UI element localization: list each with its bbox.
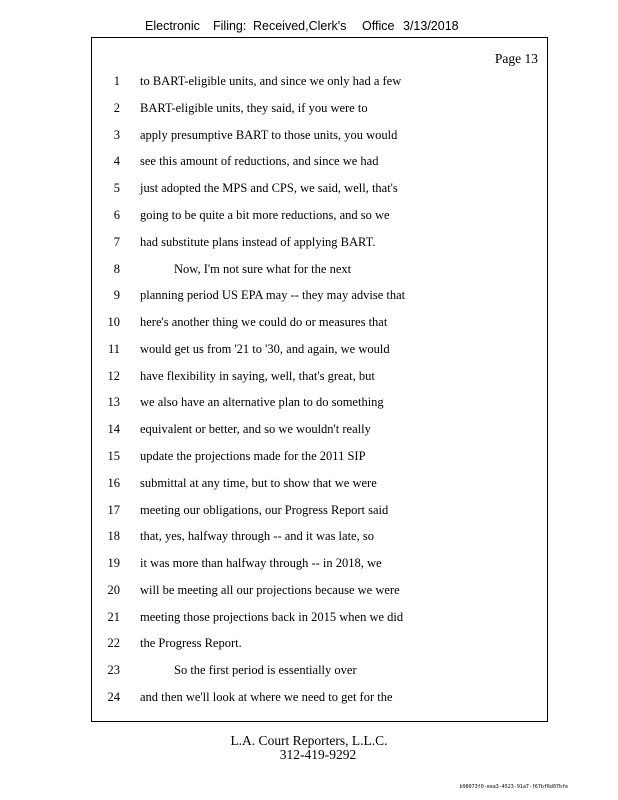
court-reporter-name: L.A. Court Reporters, L.L.C. xyxy=(230,733,388,748)
transcript-line xyxy=(92,476,547,502)
line-text: So the first period is essentially over xyxy=(174,663,357,677)
line-text: to BART-eligible units, and since we only had a few xyxy=(140,74,402,88)
line-number: 15 xyxy=(107,449,120,463)
transcript-line xyxy=(92,529,547,555)
transcript-line xyxy=(92,449,547,475)
line-text: meeting those projections back in 2015 when we did xyxy=(140,610,404,624)
line-number: 7 xyxy=(113,235,120,249)
line-text: Now, I'm not sure what for the next xyxy=(174,262,352,276)
line-number: 2 xyxy=(113,101,120,115)
transcript-line xyxy=(92,128,547,154)
transcript-line xyxy=(92,369,547,395)
line-text: have flexibility in saying, well, that's great, but xyxy=(140,369,375,383)
transcript-line xyxy=(92,663,547,689)
line-number: 9 xyxy=(113,288,120,302)
line-number: 21 xyxy=(107,610,120,624)
line-text: BART-eligible units, they said, if you were to xyxy=(140,101,368,115)
line-text: see this amount of reductions, and since we had xyxy=(140,154,379,168)
line-text: going to be quite a bit more reductions, and so we xyxy=(140,208,390,222)
line-number: 22 xyxy=(107,636,120,650)
transcript-line xyxy=(92,583,547,609)
transcript-line xyxy=(92,636,547,662)
document-id: b98073f0-eea3-4523-91a7-f67bf6d07bfe xyxy=(459,784,568,790)
transcript-line xyxy=(92,154,547,180)
filing-label-received: Received,Clerk's xyxy=(253,19,347,33)
transcript-line xyxy=(92,262,547,288)
line-number: 14 xyxy=(107,422,120,436)
transcript-line xyxy=(92,422,547,448)
line-text: equivalent or better, and so we wouldn't really xyxy=(140,422,371,436)
filing-label-electronic: Electronic xyxy=(145,19,200,33)
line-number: 18 xyxy=(107,529,120,543)
line-number: 12 xyxy=(107,369,120,383)
transcript-page-frame xyxy=(91,37,548,722)
transcript-line xyxy=(92,690,547,716)
line-number: 20 xyxy=(107,583,120,597)
line-number: 6 xyxy=(113,208,120,222)
line-number: 8 xyxy=(113,262,120,276)
page-number: Page 13 xyxy=(494,51,538,66)
line-number: 11 xyxy=(107,342,120,356)
line-text: here's another thing we could do or measures that xyxy=(140,315,388,329)
line-number: 17 xyxy=(107,503,120,517)
line-text: update the projections made for the 2011 SIP xyxy=(140,449,366,463)
transcript-line xyxy=(92,181,547,207)
line-number: 4 xyxy=(113,154,120,168)
filing-label-filing: Filing: xyxy=(213,19,247,33)
line-number: 5 xyxy=(113,181,120,195)
line-number: 23 xyxy=(107,663,120,677)
line-text: meeting our obligations, our Progress Report said xyxy=(140,503,389,517)
transcript-line xyxy=(92,315,547,341)
transcript-line xyxy=(92,395,547,421)
line-number: 3 xyxy=(113,128,120,142)
line-text: will be meeting all our projections because we were xyxy=(140,583,400,597)
line-number: 16 xyxy=(107,476,120,490)
court-reporter-phone: 312-419-9292 xyxy=(279,747,357,762)
transcript-line xyxy=(92,503,547,529)
line-text: just adopted the MPS and CPS, we said, well, that's xyxy=(140,181,398,195)
line-number: 19 xyxy=(107,556,120,570)
line-text: that, yes, halfway through -- and it was late, so xyxy=(140,529,374,543)
line-text: we also have an alternative plan to do something xyxy=(140,395,384,409)
line-number: 10 xyxy=(107,315,120,329)
transcript-line xyxy=(92,556,547,582)
filing-stamp-header xyxy=(0,19,618,35)
line-text: and then we'll look at where we need to get for the xyxy=(140,690,393,704)
line-text: submittal at any time, but to show that we were xyxy=(140,476,377,490)
line-text: planning period US EPA may -- they may advise that xyxy=(140,288,406,302)
filing-label-office: Office xyxy=(362,19,395,33)
transcript-line xyxy=(92,288,547,314)
line-text: would get us from '21 to '30, and again, we would xyxy=(140,342,390,356)
line-number: 24 xyxy=(107,690,120,704)
filing-date: 3/13/2018 xyxy=(403,19,459,33)
line-number: 1 xyxy=(113,74,120,88)
line-text: had substitute plans instead of applying BART. xyxy=(140,235,376,249)
line-text: apply presumptive BART to those units, you would xyxy=(140,128,398,142)
transcript-line xyxy=(92,342,547,368)
transcript-line xyxy=(92,208,547,234)
line-text: it was more than halfway through -- in 2018, we xyxy=(140,556,382,570)
line-text: the Progress Report. xyxy=(140,636,242,650)
line-number: 13 xyxy=(107,395,120,409)
transcript-line xyxy=(92,74,547,100)
transcript-line xyxy=(92,610,547,636)
transcript-line xyxy=(92,235,547,261)
transcript-line xyxy=(92,101,547,127)
